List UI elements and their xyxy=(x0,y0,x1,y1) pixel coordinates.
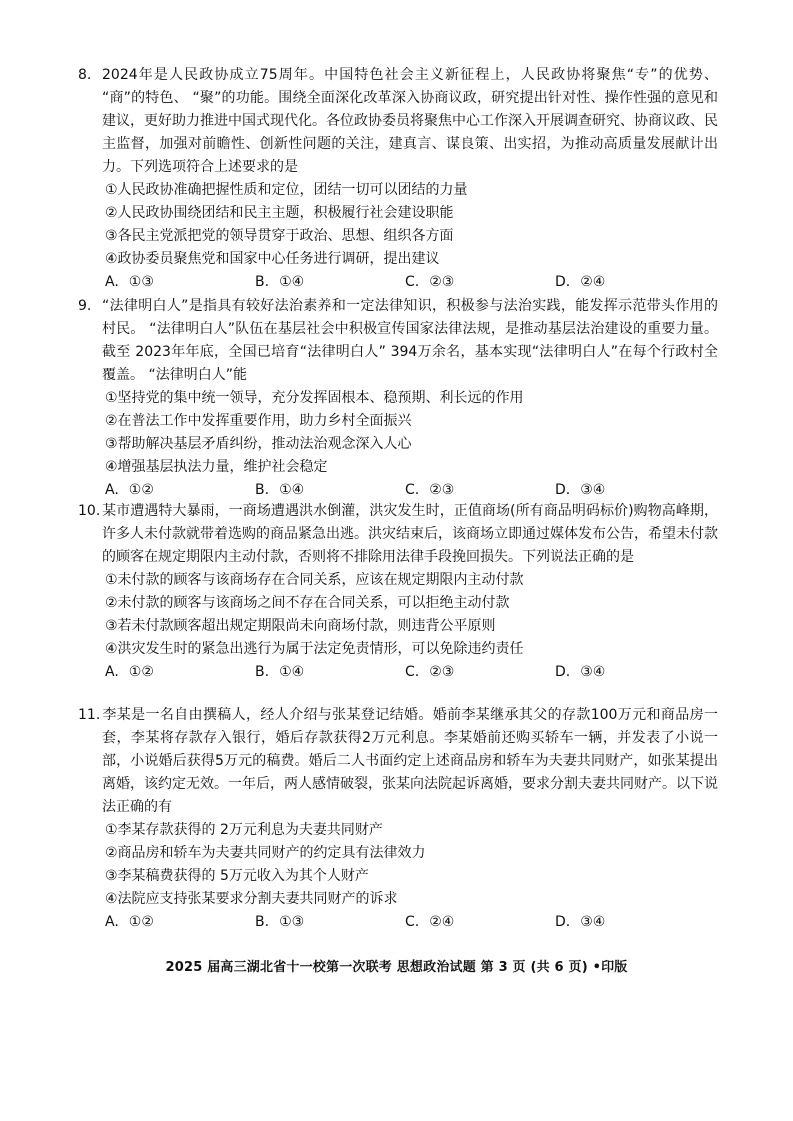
choice-text: ①③ xyxy=(279,914,305,930)
choice-c[interactable] xyxy=(405,661,555,684)
question-number: 10. xyxy=(78,503,101,519)
statement-3: ③李某稿费获得的 5万元收入为其个人财产 xyxy=(105,868,369,884)
choice-text: ①④ xyxy=(279,482,305,498)
statement-2: ②在普法工作中发挥重要作用，助力乡村全面振兴 xyxy=(105,413,412,429)
answer-choices xyxy=(78,479,718,502)
choice-letter: C. xyxy=(405,664,420,680)
question-text: 某市遭遇特大暴雨，一商场遭遇洪水倒灌，洪灾发生时，正值商场(所有商品明码标价)购物高峰期，许多人未付款就带着选购的商品紧急出逃。洪灾结束后，该商场立即通过媒体发布公告，希望未付款的顾客在规定期限内主动付款，否则将不排除用法律手段挽回损失。下列说法正确的是 xyxy=(102,503,718,565)
choice-b[interactable] xyxy=(255,271,405,294)
choice-d[interactable] xyxy=(555,271,705,294)
choice-b[interactable] xyxy=(255,911,405,934)
choice-a[interactable] xyxy=(105,271,255,294)
question-number: 9. xyxy=(78,298,92,314)
statement-4: ④政协委员聚焦党和国家中心任务进行调研，提出建议 xyxy=(105,251,440,267)
choice-text: ①④ xyxy=(279,664,305,680)
choice-letter: C. xyxy=(405,274,420,290)
choice-letter: A. xyxy=(105,274,119,290)
choice-text: ③④ xyxy=(580,914,606,930)
choice-letter: B. xyxy=(255,914,270,930)
question-stem xyxy=(78,500,718,569)
statement-3: ③各民主党派把党的领导贯穿于政治、思想、组织各方面 xyxy=(105,228,454,244)
choice-text: ②④ xyxy=(429,914,455,930)
choice-c[interactable] xyxy=(405,911,555,934)
statement-1: ①未付款的顾客与该商场存在合同关系，应该在规定期限内主动付款 xyxy=(105,572,524,588)
question-8 xyxy=(78,64,718,294)
choice-text: ③④ xyxy=(580,482,606,498)
choice-text: ②④ xyxy=(580,274,606,290)
choice-c[interactable] xyxy=(405,479,555,502)
choice-letter: B. xyxy=(255,482,270,498)
question-9 xyxy=(78,295,718,502)
choice-text: ①④ xyxy=(279,274,305,290)
statement-2: ②人民政协围绕团结和民主主题，积极履行社会建设职能 xyxy=(105,205,454,221)
choice-letter: A. xyxy=(105,664,119,680)
choice-c[interactable] xyxy=(405,271,555,294)
choice-b[interactable] xyxy=(255,479,405,502)
choice-letter: D. xyxy=(555,274,571,290)
choice-a[interactable] xyxy=(105,911,255,934)
choice-d[interactable] xyxy=(555,479,705,502)
choice-letter: B. xyxy=(255,274,270,290)
choice-a[interactable] xyxy=(105,661,255,684)
choice-d[interactable] xyxy=(555,661,705,684)
choice-letter: C. xyxy=(405,914,420,930)
choice-letter: A. xyxy=(105,914,119,930)
statement-2: ②商品房和轿车为夫妻共同财产的约定具有法律效力 xyxy=(105,845,426,861)
choice-text: ②③ xyxy=(429,664,455,680)
choice-letter: D. xyxy=(555,914,571,930)
choice-b[interactable] xyxy=(255,661,405,684)
choice-a[interactable] xyxy=(105,479,255,502)
choice-text: ②③ xyxy=(429,274,455,290)
statement-2: ②未付款的顾客与该商场之间不存在合同关系，可以拒绝主动付款 xyxy=(105,595,510,611)
answer-choices xyxy=(78,271,718,294)
choice-text: ①③ xyxy=(128,274,154,290)
question-number: 11. xyxy=(78,707,101,723)
answer-choices xyxy=(78,911,718,934)
question-text: 2024年是人民政协成立75周年。中国特色社会主义新征程上，人民政协将聚焦“专”的优势、 “商”的特色、 “聚”的功能。围绕全面深化改革深入协商议政，研究提出针对性、操作性强的意见和建议，更好助力推进中国式现代化。各位政协委员将聚焦中心工作深入开展调查研究、协商议政、民主监督，加强对前瞻性、创新性问题的关注，建真言、谋良策、出实招，为推动高质量发展献计出力。下列选项符合上述要求的是 xyxy=(102,67,718,175)
question-number: 8. xyxy=(78,67,92,83)
choice-text: ①② xyxy=(128,482,154,498)
page-footer: 2025 届高三湖北省十一校第一次联考 思想政治试题 第 3 页 (共 6 页) •印版 xyxy=(165,960,628,975)
statement-4: ④洪灾发生时的紧急出逃行为属于法定免责情形，可以免除违约责任 xyxy=(105,641,524,657)
choice-text: ①② xyxy=(128,664,154,680)
choice-text: ①② xyxy=(128,914,154,930)
question-stem xyxy=(78,64,718,179)
choice-text: ③④ xyxy=(580,664,606,680)
choice-letter: D. xyxy=(555,482,571,498)
statement-4: ④法院应支持张某要求分割夫妻共同财产的诉求 xyxy=(105,891,398,907)
question-text: “法律明白人”是指具有较好法治素养和一定法律知识，积极参与法治实践，能发挥示范带头作用的村民。 “法律明白人”队伍在基层社会中积极宣传国家法律法规，是推动基层法治建设的重要力量。截至 2023年年底，全国已培育“法律明白人” 394万余名，基本实现“法律明白人”在每个行政村全覆盖。 “法律明白人”能 xyxy=(102,298,718,383)
choice-d[interactable] xyxy=(555,911,705,934)
statement-3: ③若未付款顾客超出规定期限尚未向商场付款，则违背公平原则 xyxy=(105,618,496,634)
question-stem xyxy=(78,704,718,819)
statement-4: ④增强基层执法力量，维护社会稳定 xyxy=(105,459,328,475)
choice-text: ②③ xyxy=(429,482,455,498)
choice-letter: D. xyxy=(555,664,571,680)
statement-3: ③帮助解决基层矛盾纠纷，推动法治观念深入人心 xyxy=(105,436,412,452)
statement-1: ①坚持党的集中统一领导，充分发挥固根本、稳预期、利长远的作用 xyxy=(105,390,524,406)
choice-letter: B. xyxy=(255,664,270,680)
question-11 xyxy=(78,704,718,934)
choice-letter: C. xyxy=(405,482,420,498)
question-stem xyxy=(78,295,718,387)
question-10 xyxy=(78,500,718,684)
answer-choices xyxy=(78,661,718,684)
question-text: 李某是一名自由撰稿人，经人介绍与张某登记结婚。婚前李某继承其父的存款100万元和商品房一套，李某将存款存入银行，婚后存款获得2万元利息。李某婚前还购买轿车一辆，并发表了小说一部，小说婚后获得5万元的稿费。婚后二人书面约定上述商品房和轿车为夫妻共同财产，如张某提出离婚，该约定无效。一年后，两人感情破裂，张某向法院起诉离婚，要求分割夫妻共同财产。以下说法正确的有 xyxy=(102,707,718,815)
choice-letter: A. xyxy=(105,482,119,498)
statement-1: ①人民政协准确把握性质和定位，团结一切可以团结的力量 xyxy=(105,182,468,198)
statement-1: ①李某存款获得的 2万元利息为夫妻共同财产 xyxy=(105,822,383,838)
